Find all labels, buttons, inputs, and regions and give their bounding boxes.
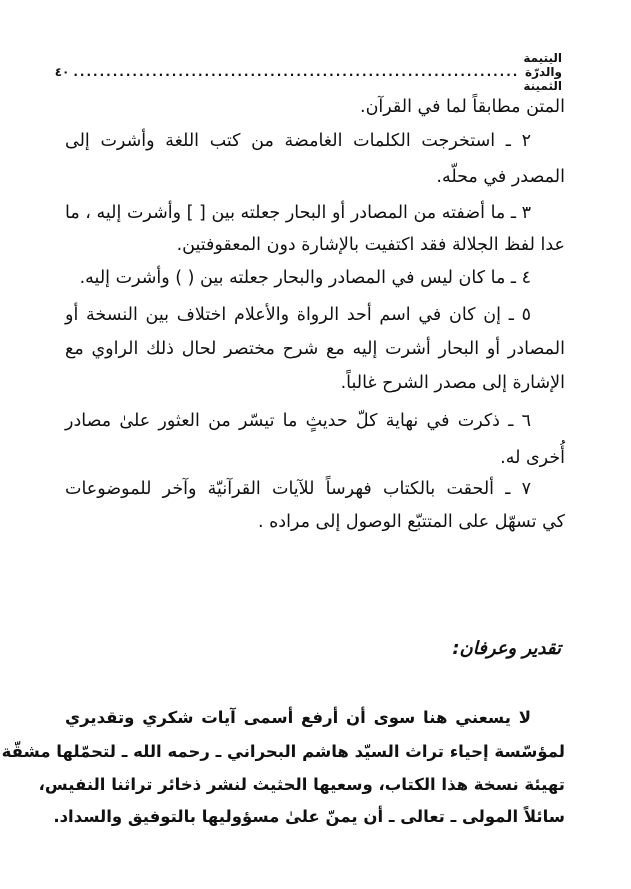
text-line: ٧ ـ ألحقت بالكتاب فهرساً للآيات القرآنيّة وآخر للموضوعات: [65, 479, 531, 499]
book-title: اليتيمة والدرّة الثمينة: [523, 51, 562, 93]
text-line: الإشارة إلى مصدر الشرح غالباً.: [340, 373, 565, 393]
leader-dots: ....................................................................: [73, 65, 520, 79]
text-line: ٣ ـ ما أضفته من المصادر أو البحار جعلته بين [ ] وأشرت إليه ، ما: [65, 203, 531, 223]
text-line: المصادر أو البحار أشرت إليه مع شرح مختصر لحال ذلك الراوي مع: [65, 339, 565, 359]
text-line: سائلاً المولى ـ تعالى ـ أن يمنّ علىٰ مسؤوليها بالتوفيق والسداد.: [53, 807, 565, 826]
section-heading: تقدير وعرفان:: [452, 638, 561, 659]
text-line: ٥ ـ إن كان في اسم أحد الرواة والأعلام اختلاف بين النسخة أو: [65, 305, 531, 325]
text-line: المتن مطابقاً لما في القرآن.: [360, 97, 565, 117]
text-line: ٤ ـ ما كان ليس في المصادر والبحار جعلته بين ( ) وأشرت إليه.: [79, 268, 531, 288]
running-header: [54, 51, 562, 93]
text-line: لا يسعني هنا سوى أن أرفع أسمى آيات شكري وتقديري: [65, 708, 531, 727]
page-number: ٤٠: [54, 65, 70, 79]
text-line: كي تسهّل على المتتبّع الوصول إلى مراده .: [258, 512, 565, 532]
text-line: تهيئة نسخة هذا الكتاب، وسعيها الحثيث لنشر ذخائر تراثنا النفيس،: [38, 775, 565, 794]
text-line: لمؤسّسة إحياء تراث السيّد هاشم البحراني ـ رحمه الله ـ لتحمّلها مشقّة: [1, 742, 565, 761]
text-line: المصدر في محلّه.: [436, 167, 565, 187]
text-line: ٢ ـ استخرجت الكلمات الغامضة من كتب اللغة وأشرت إلى: [65, 131, 531, 151]
text-line: عدا لفظ الجلالة فقد اكتفيت بالإشارة دون المعقوفتين.: [176, 235, 565, 255]
text-line: ٦ ـ ذكرت في نهاية كلّ حديثٍ ما تيسّر من العثور علىٰ مصادر: [65, 411, 531, 431]
text-line: أُخرى له.: [500, 448, 565, 468]
